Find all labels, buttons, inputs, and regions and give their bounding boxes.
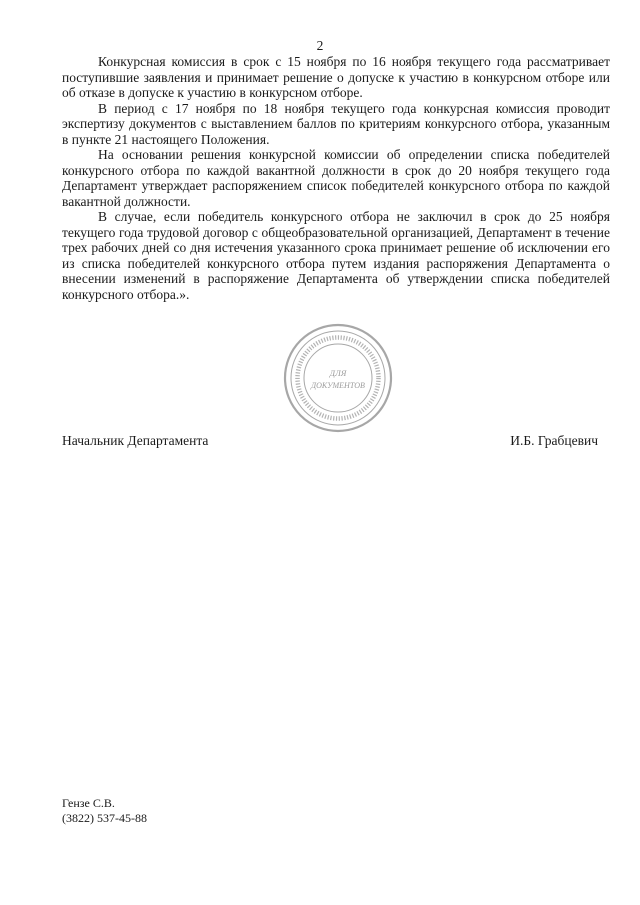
- paragraph-winners-approval: На основании решения конкурсной комиссии об определении списка победителей конкурсного отбора по каждой вакантной должности в срок до 20 ноября текущего года Департамент утверждает распоряжением список победителей конкурсного отбора по каждой вакантной должности.: [62, 147, 610, 209]
- paragraph-review-applications: Конкурсная комиссия в срок с 15 ноября по 16 ноября текущего года рассматривает поступившие заявления и принимает решение о допуске к участию в конкурсном отборе или об отказе в допуске к участию в конкурсном отборе.: [62, 54, 610, 100]
- stamp-label-line2: ДОКУМЕНТОВ: [311, 381, 365, 390]
- executor-phone: (3822) 537-45-88: [62, 811, 147, 825]
- stamp-label-line1: ДЛЯ: [329, 368, 347, 378]
- signatory-position: Начальник Департамента: [62, 433, 209, 448]
- official-seal-stamp: [282, 322, 394, 434]
- executor-name: Гензе С.В.: [62, 796, 115, 810]
- signatory-name: И.Б. Грабцевич: [510, 433, 598, 448]
- paragraph-contract-exclusion: В случае, если победитель конкурсного отбора не заключил в срок до 25 ноября текущего года трудовой договор с общеобразовательной организацией, Департамент в течение трех рабочих дней со дня истечения указанного срока принимает решение об исключении его из списка победителей конкурсного отбора путем издания распоряжения Департамента о внесении изменений в распоряжение Департамента об утверждении списка победителей конкурсного отбора.».: [62, 209, 610, 302]
- document-body: [62, 54, 610, 302]
- executor-contact: [62, 796, 147, 826]
- page-number: 2: [316, 38, 324, 53]
- paragraph-document-expertise: В период с 17 ноября по 18 ноября текущего года конкурсная комиссия проводит экспертизу документов с выставлением баллов по критериям конкурсного отбора, указанным в пункте 21 настоящего Положения.: [62, 100, 610, 147]
